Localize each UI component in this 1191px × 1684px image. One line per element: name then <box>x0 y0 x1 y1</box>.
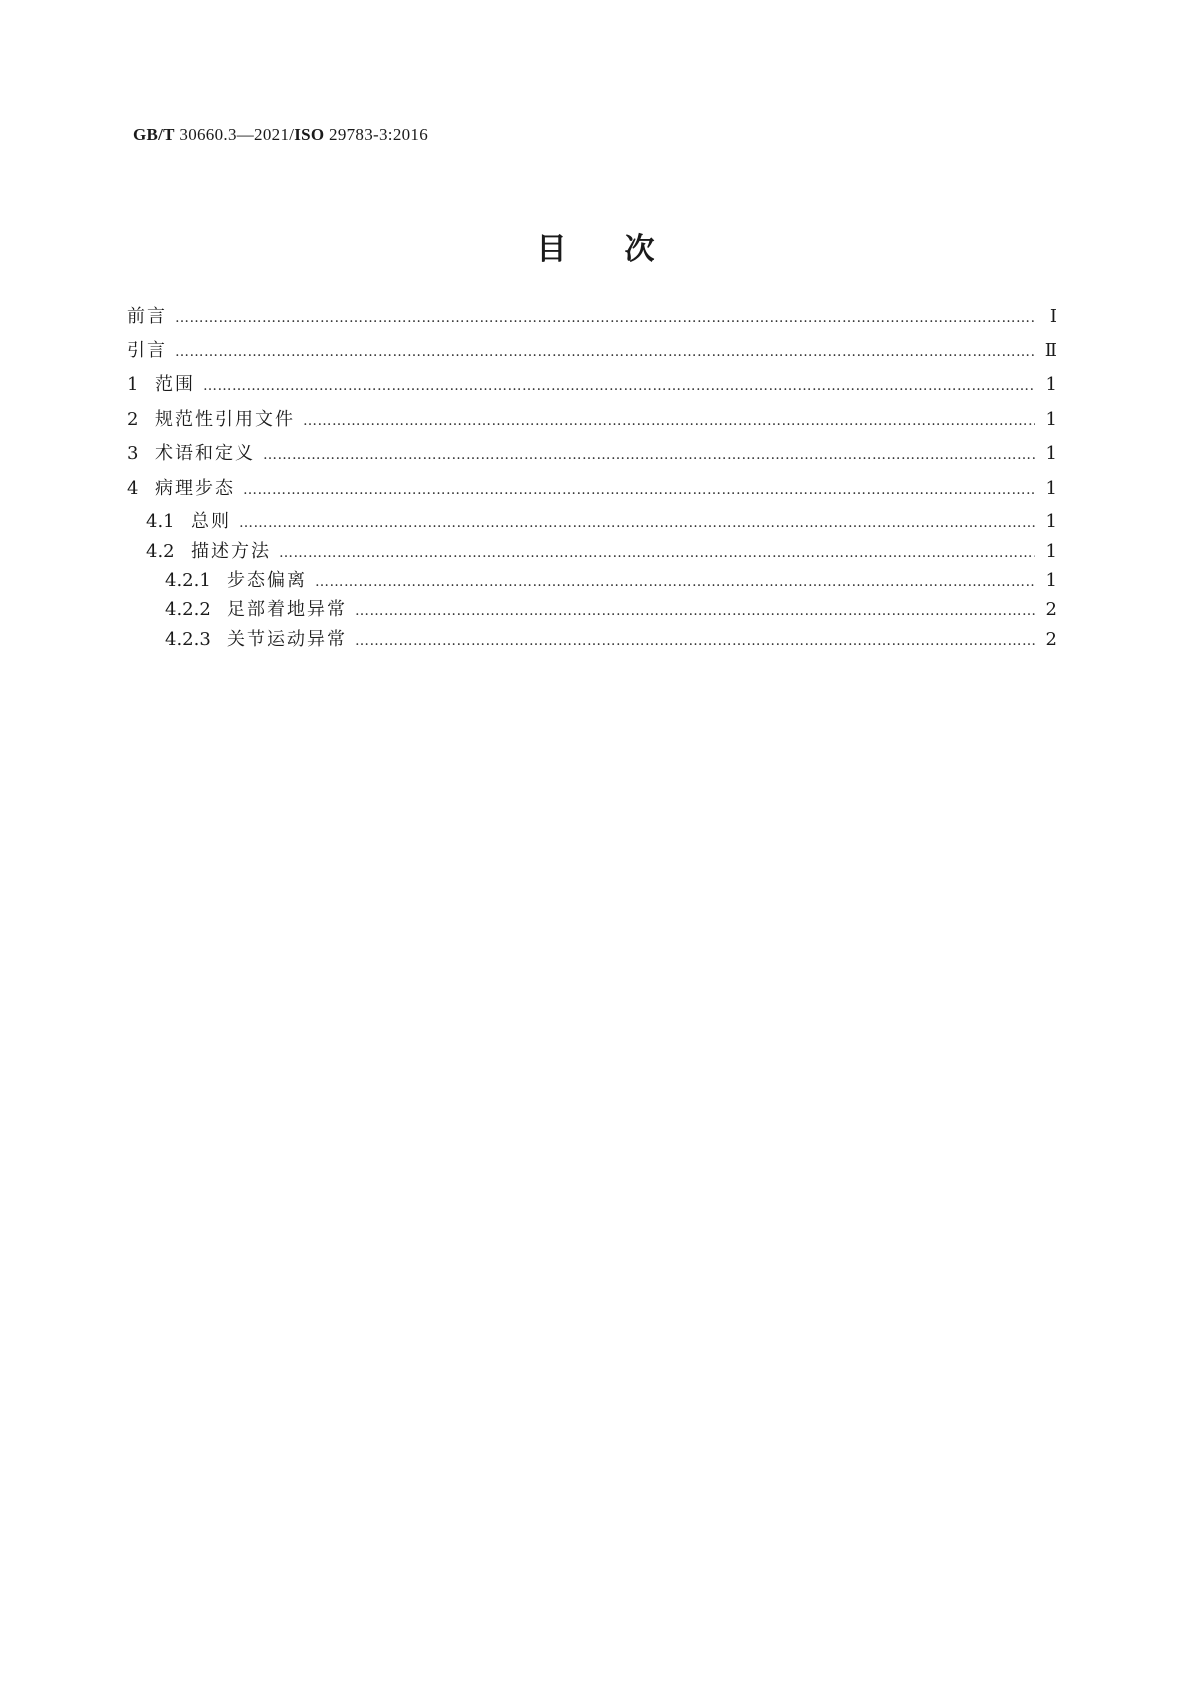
toc-leader-dots <box>203 377 1035 395</box>
toc-entry-title: 关节运动异常 <box>227 629 347 650</box>
toc-leader-dots <box>239 514 1035 532</box>
toc-entry-terms-definitions[interactable] <box>127 442 1057 466</box>
toc-entry-number: 2 <box>127 409 139 430</box>
toc-entry-page: 2 <box>1045 629 1057 650</box>
toc-entry-title: 总则 <box>191 511 231 532</box>
toc-entry-normative-references[interactable] <box>127 408 1057 432</box>
toc-entry-pathological-gait[interactable] <box>127 477 1057 501</box>
toc-entry-page: 1 <box>1045 511 1057 532</box>
toc-entry-description-method[interactable] <box>146 540 1057 564</box>
toc-entry-page: 1 <box>1045 541 1057 562</box>
toc-entry-title: 病理步态 <box>155 478 235 499</box>
toc-entry-scope[interactable] <box>127 373 1057 397</box>
toc-entry-page: Ⅰ <box>1049 306 1057 327</box>
toc-entry-title: 足部着地异常 <box>227 599 347 620</box>
toc-entry-page: Ⅱ <box>1044 340 1057 361</box>
standard-gb-label: GB/T <box>133 125 175 144</box>
toc-entry-page: 1 <box>1045 443 1057 464</box>
toc-entry-number: 3 <box>127 443 139 464</box>
toc-entry-page: 1 <box>1045 409 1057 430</box>
toc-entry-number: 4 <box>127 478 139 499</box>
document-header <box>133 125 428 145</box>
toc-entry-page: 1 <box>1045 478 1057 499</box>
toc-leader-dots <box>279 544 1035 562</box>
toc-leader-dots <box>355 602 1035 620</box>
toc-entry-page: 2 <box>1045 599 1057 620</box>
toc-entry-page: 1 <box>1045 570 1057 591</box>
toc-entry-title: 术语和定义 <box>155 443 255 464</box>
toc-entry-general[interactable] <box>146 510 1057 534</box>
toc-leader-dots <box>243 481 1035 499</box>
toc-leader-dots <box>175 343 1035 361</box>
toc-leader-dots <box>355 632 1035 650</box>
toc-entry-foreword[interactable] <box>127 305 1057 329</box>
toc-entry-number: 4.1 <box>146 511 175 532</box>
toc-leader-dots <box>303 412 1035 430</box>
toc-leader-dots <box>175 309 1035 327</box>
toc-entry-number: 1 <box>127 374 139 395</box>
toc-entry-page: 1 <box>1045 374 1057 395</box>
toc-entry-joint-motion-abnormal[interactable] <box>165 628 1057 652</box>
toc-entry-number: 4.2 <box>146 541 175 562</box>
toc-entry-title: 前言 <box>127 306 167 327</box>
toc-entry-gait-deviation[interactable] <box>165 569 1057 593</box>
toc-entry-number: 4.2.2 <box>165 599 211 620</box>
toc-leader-dots <box>263 446 1035 464</box>
toc-entry-title: 引言 <box>127 340 167 361</box>
toc-entry-foot-contact-abnormal[interactable] <box>165 598 1057 622</box>
toc-entry-title: 描述方法 <box>191 541 271 562</box>
toc-entry-introduction[interactable] <box>127 339 1057 363</box>
toc-leader-dots <box>315 573 1035 591</box>
standard-iso-number: 29783-3:2016 <box>329 125 429 144</box>
toc-entry-title: 规范性引用文件 <box>155 409 295 430</box>
toc-entry-number: 4.2.3 <box>165 629 211 650</box>
toc-entry-title: 步态偏离 <box>227 570 307 591</box>
toc-title: 目次 <box>536 232 713 267</box>
standard-gb-number: 30660.3—2021/ <box>179 125 295 144</box>
toc-entry-number: 4.2.1 <box>165 570 211 591</box>
toc-entry-title: 范围 <box>155 374 195 395</box>
standard-iso-label: ISO <box>294 125 325 144</box>
